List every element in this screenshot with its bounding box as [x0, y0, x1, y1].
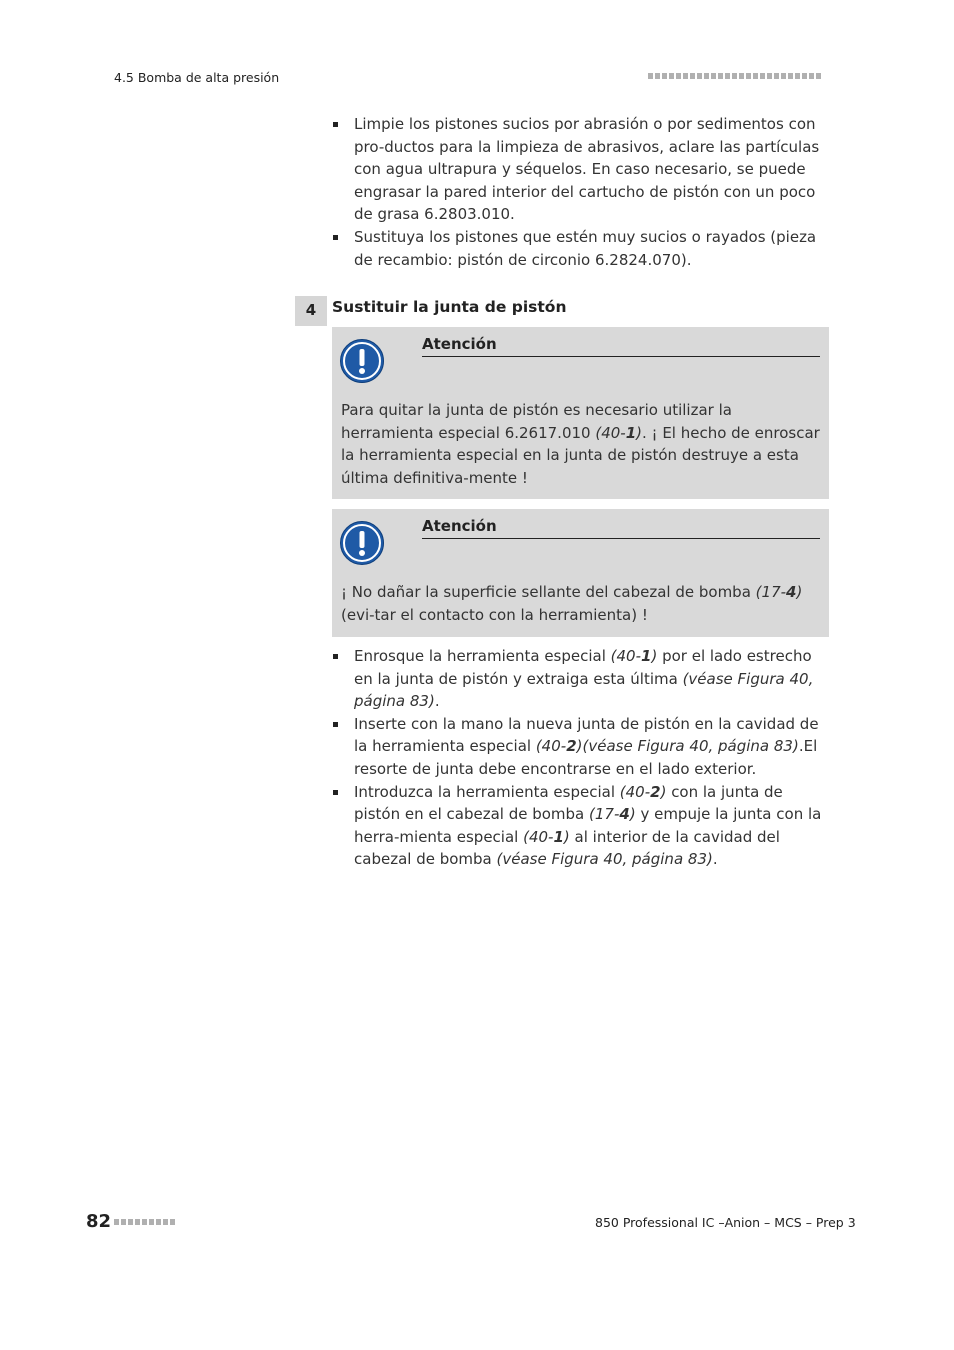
bullet-square-icon — [333, 722, 338, 727]
list-item: Introduzca la herramienta especial (40-2) con la junta de pistón en el cabezal de bomba (17-4) y empuje la junta con la herra-mienta especial (40-1) al interior de la cavidad del cabezal de bomba (véase Figura 40, página 83). — [333, 781, 829, 871]
footer-document-title: 850 Professional IC –Anion – MCS – Prep 3 — [595, 1215, 856, 1230]
bullet-square-icon — [333, 122, 338, 127]
note-text: ¡ No dañar la superficie sellante del cabezal de bomba (17-4) (evi-tar el contacto con la herramienta) ! — [341, 583, 803, 624]
list-item: Inserte con la mano la nueva junta de pistón en la cavidad de la herramienta especial (40-2)(véase Figura 40, página 83).El resorte de junta debe encontrarse en el lado exterior. — [333, 713, 829, 781]
bullet-square-icon — [333, 790, 338, 795]
running-header-section: 4.5 Bomba de alta presión — [114, 70, 280, 85]
exclamation-circle-icon — [340, 339, 384, 383]
step-number: 4 — [295, 296, 327, 326]
exclamation-circle-icon — [340, 521, 384, 565]
page-number: 82 — [86, 1211, 112, 1232]
bullet-list-bottom — [333, 645, 829, 871]
footer-dot-bar — [114, 1219, 175, 1225]
list-item: Enrosque la herramienta especial (40-1) por el lado estrecho en la junta de pistón y extraiga esta última (véase Figura 40, página 83). — [333, 645, 829, 713]
step-title: Sustituir la junta de pistón — [332, 298, 567, 316]
list-item: Sustituya los pistones que estén muy sucios o rayados (pieza de recambio: pistón de circonio 6.2824.070). — [333, 226, 829, 271]
attention-note — [332, 509, 829, 637]
note-heading: Atención — [422, 517, 820, 539]
note-heading: Atención — [422, 335, 820, 357]
figure-reference-link[interactable]: (véase Figura 40, página 83) — [354, 669, 814, 711]
bullet-square-icon — [333, 654, 338, 659]
figure-reference-link[interactable]: (véase Figura 40, página 83) — [496, 850, 713, 869]
attention-note — [332, 327, 829, 499]
note-text: Para quitar la junta de pistón es necesario utilizar la herramienta especial 6.2617.010 (40-1). ¡ El hecho de enroscar la herramienta especial en la junta de pistón destruye a esta última definitiva-mente ! — [341, 401, 820, 487]
bullet-square-icon — [333, 235, 338, 240]
figure-reference-link[interactable]: (véase Figura 40, página 83) — [582, 737, 799, 756]
header-dot-bar — [648, 73, 821, 79]
bullet-list-top — [333, 113, 829, 271]
list-item: Limpie los pistones sucios por abrasión o por sedimentos con pro-ductos para la limpieza de abrasivos, aclare las partículas con agua ultrapura y séquelos. En caso necesario, se puede engrasar la pared interior del cartucho de pistón con un poco de grasa 6.2803.010. — [333, 113, 829, 226]
